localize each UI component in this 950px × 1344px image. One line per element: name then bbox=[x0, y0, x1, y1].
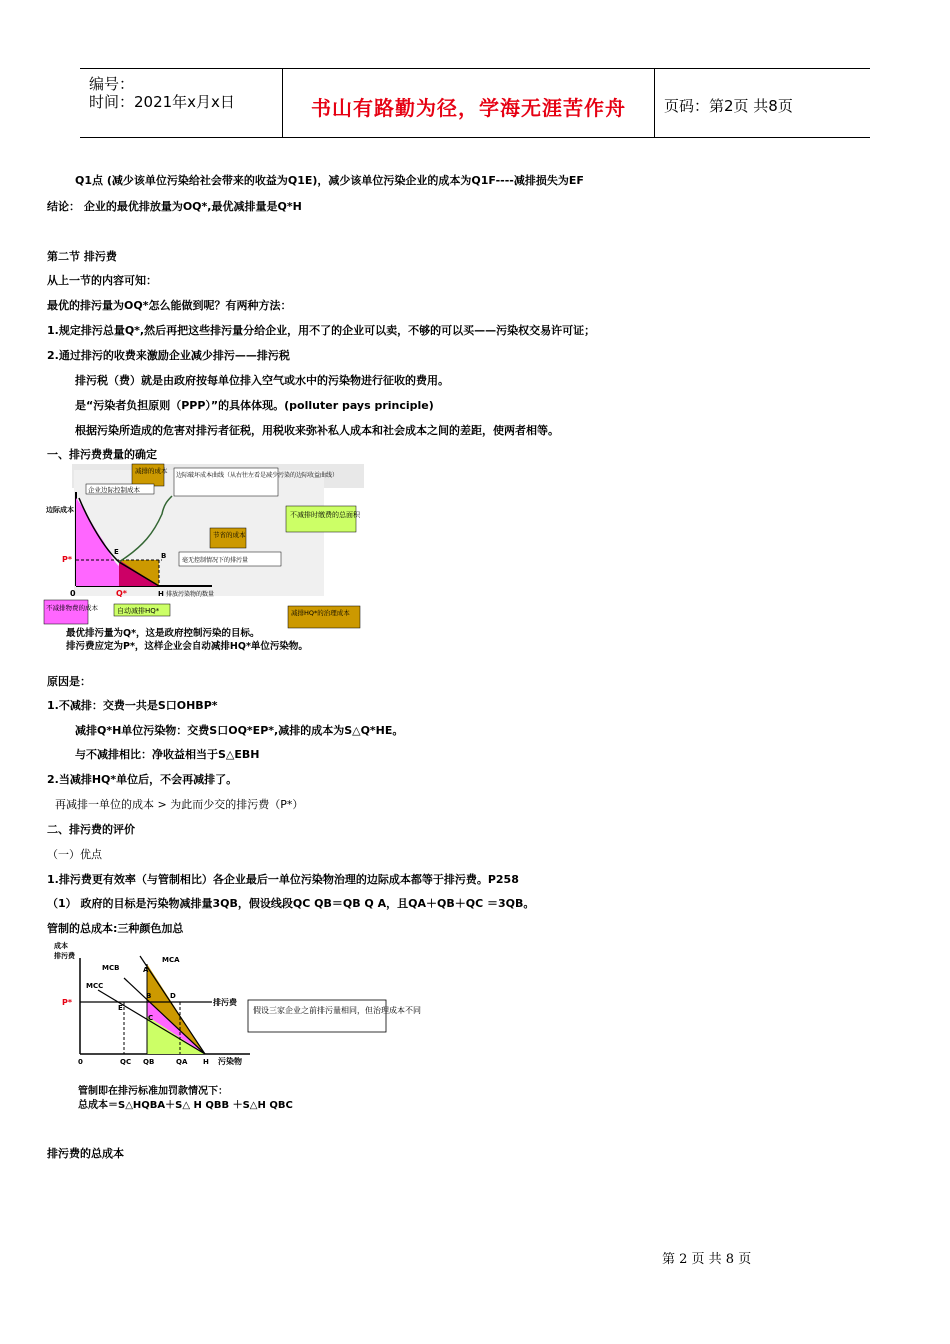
auto-reduce-box: 自动减排HQ* bbox=[117, 607, 160, 615]
reason-item: 减排Q*H单位污染物：交费S口OQ*EP*,减排的成本为S△Q*HE。 bbox=[75, 724, 404, 737]
fee-line-label: 排污费 bbox=[213, 998, 237, 1007]
callout-box bbox=[248, 1000, 386, 1032]
x-axis-label: 排放污染物的数量 bbox=[166, 591, 215, 598]
qc-label: QC bbox=[120, 1058, 132, 1066]
paragraph: 1.规定排污总量Q*,然后再把这些排污量分给企业，用不了的企业可以卖，不够的可以买——污染权交易许可证； bbox=[47, 324, 596, 337]
page-label: 页码：第2页 共8页 bbox=[664, 97, 793, 115]
note-optimal: 最优排污量为Q*，这是政府控制污染的目标。 bbox=[66, 628, 260, 639]
paragraph: 排污税（费）就是由政府按每单位排入空气或水中的污染物进行征收的费用。 bbox=[75, 374, 449, 387]
p-star-label: P* bbox=[62, 555, 73, 564]
y-axis-label: 边际成本 bbox=[46, 506, 74, 514]
caption-total-cost: 总成本＝S△HQBA＋S△ H QBB ＋S△H QBC bbox=[78, 1100, 293, 1111]
y-axis-fee-label: 排污费 bbox=[54, 952, 75, 960]
section-title: 第二节 排污费 bbox=[47, 250, 117, 263]
h-label: H bbox=[203, 1058, 209, 1066]
origin-label: 0 bbox=[70, 589, 76, 598]
header-motto-cell bbox=[283, 69, 655, 137]
mdc-box: 边际破坏成本曲线（从右往左看是减少污染的边际收益曲线） bbox=[176, 472, 339, 479]
advantage-item: 管制的总成本:三种颜色加总 bbox=[47, 922, 184, 935]
subsection-title: 二、排污费的评价 bbox=[47, 823, 135, 836]
mc-c-label: MCC bbox=[86, 982, 104, 990]
e-label: E bbox=[118, 1004, 123, 1012]
reason-item: 再减排一单位的成本 > 为此而少交的排污费（P*） bbox=[55, 798, 304, 811]
paragraph: 从上一节的内容可知： bbox=[47, 274, 157, 287]
advantage-item: 1.排污费更有效率（与管制相比）各企业最后一单位污染物治理的边际成本都等于排污费。P258 bbox=[47, 873, 519, 886]
b-label: B bbox=[146, 992, 152, 1000]
motto: 书山有路勤为径，学海无涯苦作舟 bbox=[311, 96, 626, 120]
no-reduce-fee-box: 不减排物费的成本 bbox=[46, 604, 98, 612]
q1-line: Q1点 (减少该单位污染给社会带来的收益为Q1E)，减少该单位污染企业的成本为Q1F----减排损失为EF bbox=[75, 174, 584, 187]
b-label: B bbox=[161, 552, 167, 560]
reason-item: 1.不减排：交费一共是S口OHBP* bbox=[47, 699, 218, 712]
x-axis-label: 污染物 bbox=[218, 1057, 242, 1066]
note-fee: 排污费应定为P*，这样企业会自动减排HQ*单位污染物。 bbox=[66, 641, 308, 652]
serial-label: 编号： bbox=[89, 75, 135, 93]
conclusion-line: 结论： 企业的最优排放量为OQ*,最优减排量是Q*H bbox=[47, 200, 302, 213]
caption-regulation: 管制即在排污标准加罚款情况下： bbox=[78, 1086, 228, 1097]
page-header bbox=[80, 68, 870, 138]
time-label: 时间：2021年x月x日 bbox=[89, 93, 235, 111]
e-label: E bbox=[114, 548, 119, 556]
q-star-label: Q* bbox=[116, 589, 127, 598]
header-meta-cell bbox=[80, 69, 283, 137]
a-label: A bbox=[143, 966, 149, 974]
d-label: D bbox=[170, 992, 176, 1000]
paragraph: 2.通过排污的收费来激励企业减少排污——排污税 bbox=[47, 349, 290, 362]
qb-label: QB bbox=[143, 1058, 155, 1066]
reduce-cost-box: 减排的成本 bbox=[135, 467, 168, 475]
reason-item: 2.当减排HQ*单位后，不会再减排了。 bbox=[47, 773, 238, 786]
h-label: H bbox=[158, 590, 164, 598]
total-fee-box: 不减排时缴费的总面积 bbox=[290, 511, 360, 519]
reason-title: 原因是： bbox=[47, 675, 91, 688]
regulation-cost-diagram bbox=[50, 938, 421, 1116]
paragraph: 最优的排污量为OQ*怎么能做到呢？有两种方法： bbox=[47, 299, 292, 312]
origin-label: 0 bbox=[78, 1058, 83, 1066]
firm-mc-box: 企业边际控制成本 bbox=[88, 486, 140, 494]
page-footer: 第 2 页 共 8 页 bbox=[662, 1252, 752, 1267]
p-star-label: P* bbox=[62, 998, 73, 1007]
uncontrolled-box: 毫无控制情况下的排污量 bbox=[182, 557, 249, 564]
paragraph: 排污费的总成本 bbox=[47, 1147, 124, 1160]
reason-item: 与不减排相比：净收益相当于S△EBH bbox=[75, 748, 260, 761]
subsection-title: （一）优点 bbox=[47, 848, 102, 861]
pollution-fee-diagram bbox=[44, 462, 366, 656]
paragraph: 是“污染者负担原则（PPP）”的具体体现。(polluter pays principle) bbox=[75, 399, 434, 412]
treat-cost-box: 减排HQ*的治理成本 bbox=[291, 609, 350, 617]
saved-cost-box: 节省的成本 bbox=[213, 531, 246, 539]
qa-label: QA bbox=[176, 1058, 188, 1066]
y-axis-cost-label: 成本 bbox=[54, 942, 68, 950]
mc-a-label: MCA bbox=[162, 956, 180, 964]
subsection-title: 一、排污费费量的确定 bbox=[47, 448, 157, 461]
paragraph: 根据污染所造成的危害对排污者征税，用税收来弥补私人成本和社会成本之间的差距，使两者相等。 bbox=[75, 424, 559, 437]
c-label: C bbox=[148, 1014, 154, 1022]
advantage-item: （1） 政府的目标是污染物减排量3QB，假设线段QC QB＝QB Q A，且QA＋QB＋QC ＝3QB。 bbox=[47, 897, 535, 910]
callout-text: 假设三家企业之前排污量相同，但治理成本不同 bbox=[253, 1006, 421, 1015]
header-page-cell bbox=[655, 69, 870, 137]
mc-b-label: MCB bbox=[102, 964, 120, 972]
